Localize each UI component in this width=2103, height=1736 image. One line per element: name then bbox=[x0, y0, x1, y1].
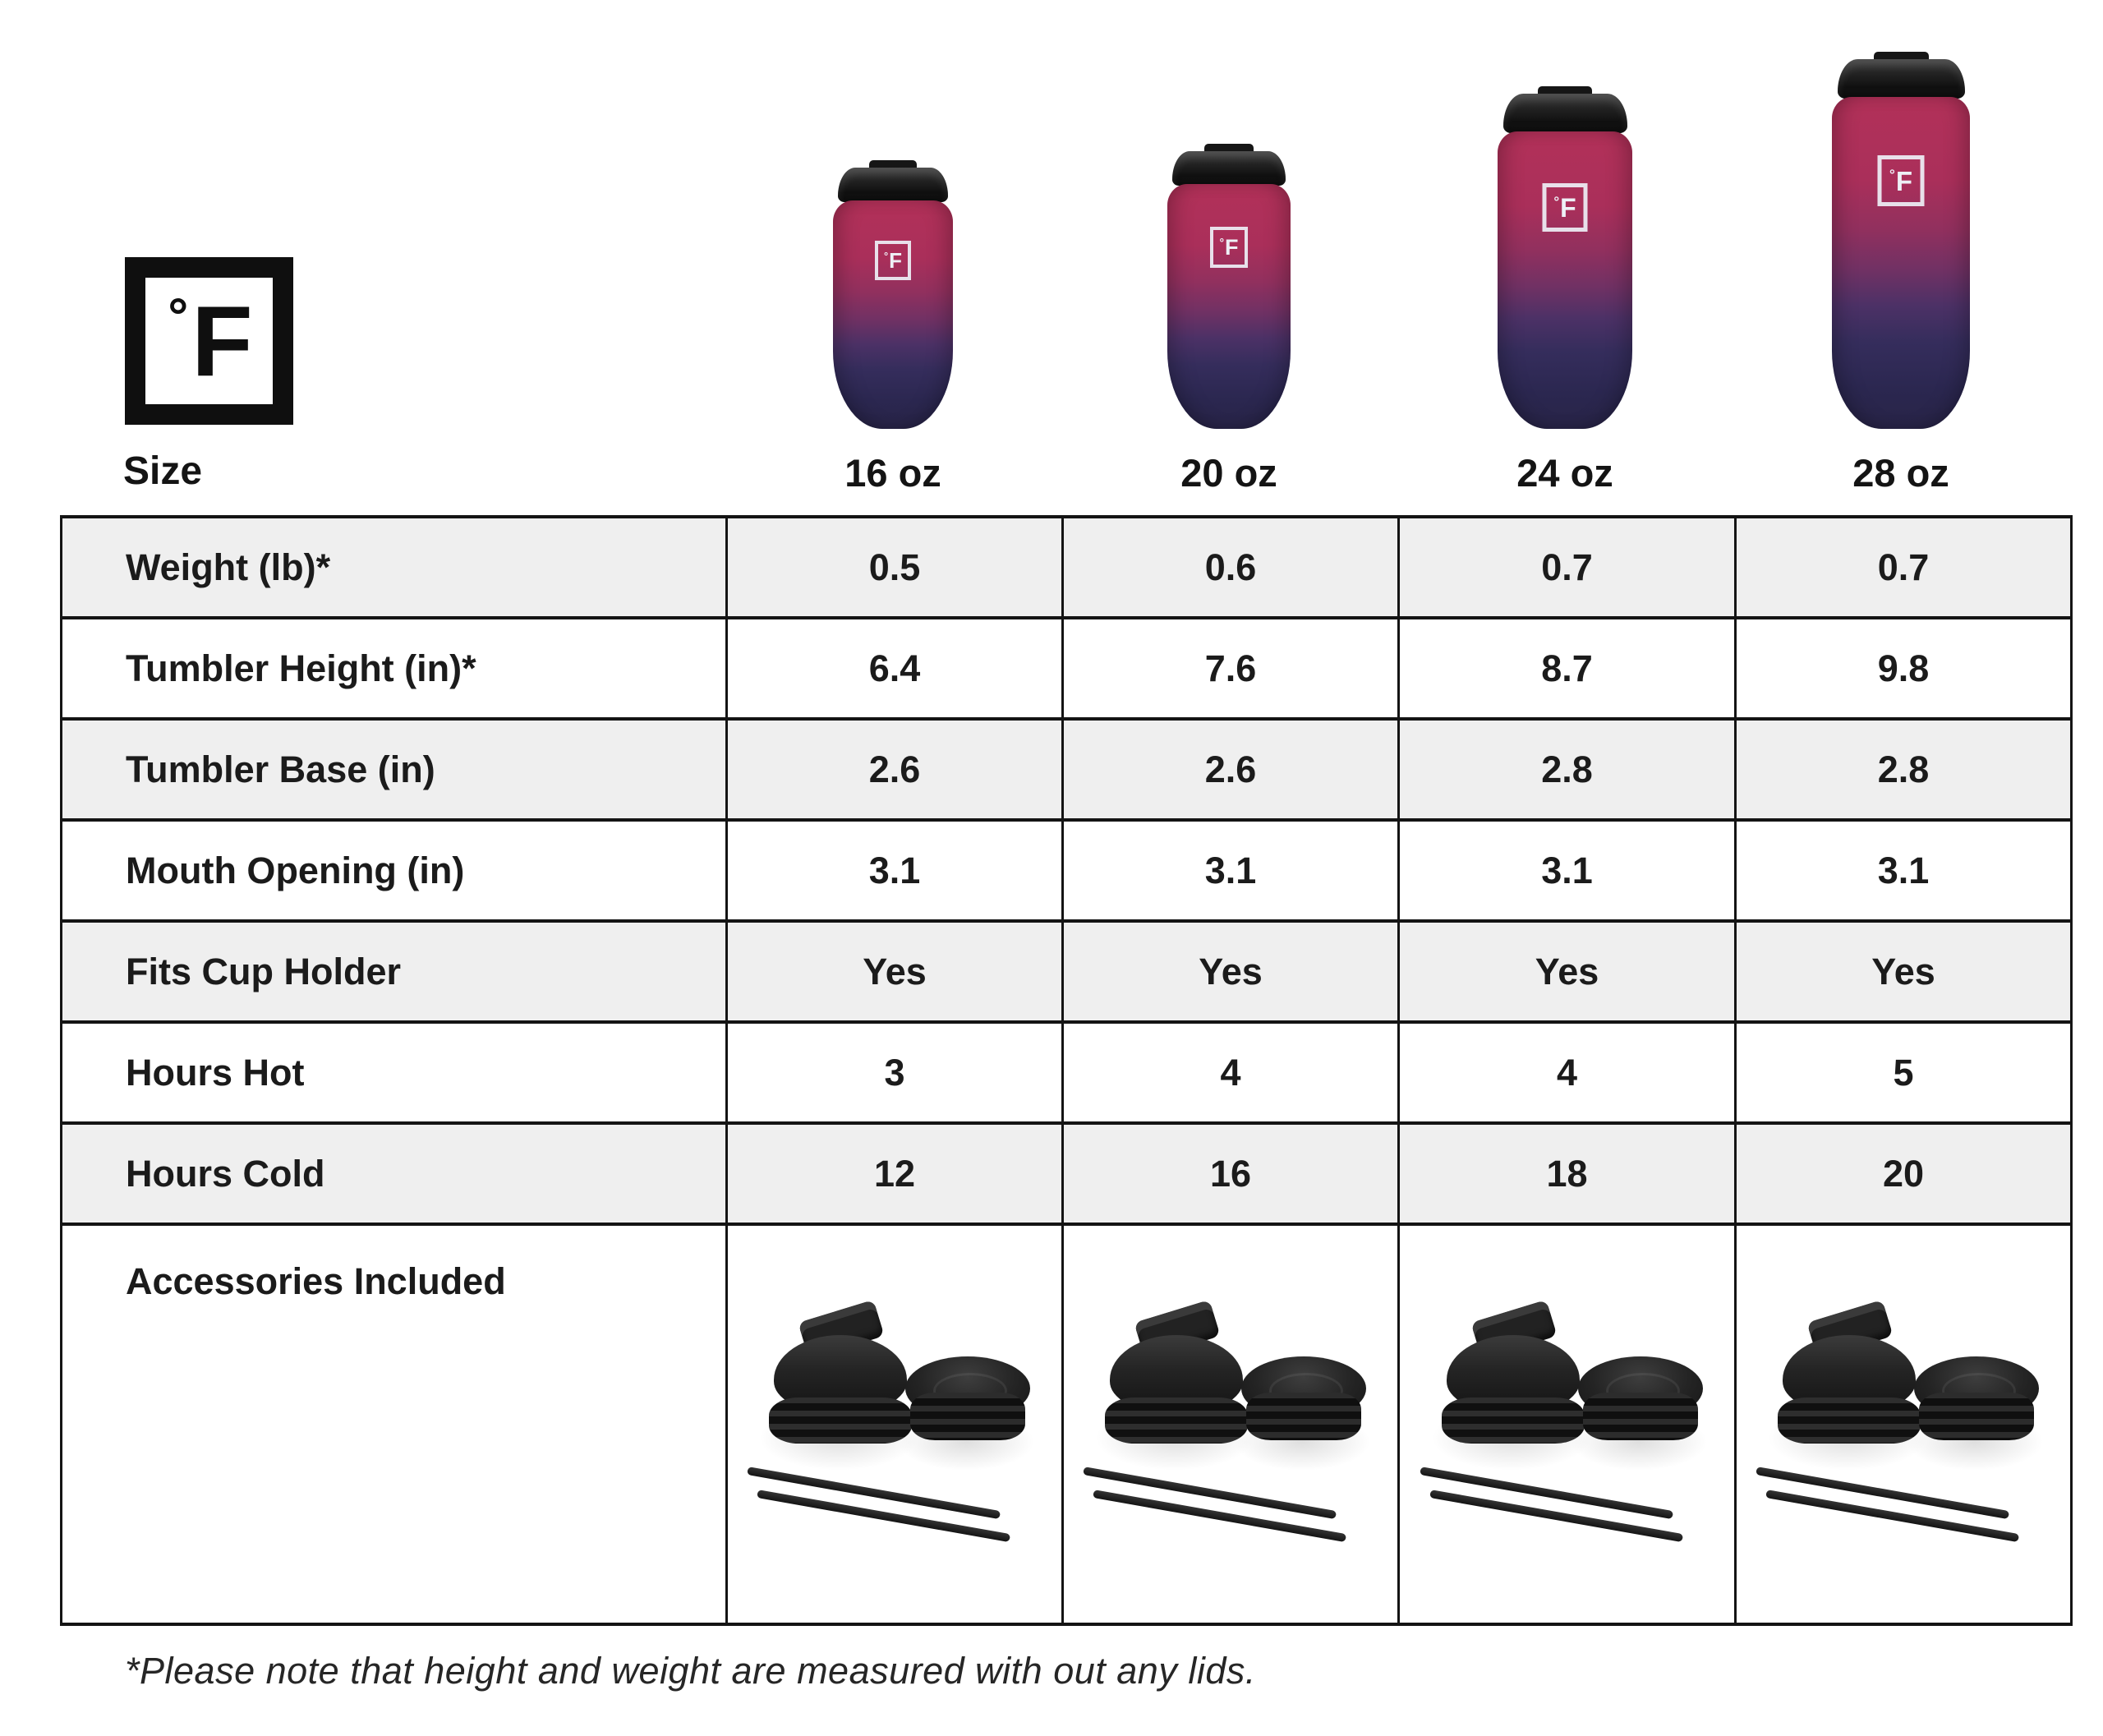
size-column-header: Size bbox=[123, 449, 203, 493]
sealing-lid-threads bbox=[1919, 1393, 2034, 1440]
accessories-cell bbox=[1399, 1224, 1736, 1624]
cell-value: 12 bbox=[727, 1123, 1063, 1224]
table-row bbox=[62, 719, 2072, 820]
tumbler-20oz bbox=[1167, 144, 1291, 431]
cell-value: 0.7 bbox=[1399, 517, 1736, 618]
tumbler-28oz bbox=[1832, 52, 1970, 431]
brand-letter: F bbox=[191, 285, 251, 397]
cell-value: 20 bbox=[1736, 1123, 2072, 1224]
cell-value: Yes bbox=[727, 921, 1063, 1022]
row-label: Hours Cold bbox=[62, 1123, 727, 1224]
accessories-kit bbox=[759, 1305, 1030, 1552]
cell-value: 4 bbox=[1399, 1022, 1736, 1123]
cell-value: Yes bbox=[1063, 921, 1399, 1022]
table-row bbox=[62, 517, 2072, 618]
cell-value: Yes bbox=[1399, 921, 1736, 1022]
cell-value: 7.6 bbox=[1063, 618, 1399, 719]
tumbler-logo-degree: ° bbox=[1219, 235, 1225, 249]
cell-value: 2.6 bbox=[727, 719, 1063, 820]
tumbler-lid bbox=[1503, 94, 1627, 133]
tumbler-body bbox=[1167, 184, 1291, 429]
table-row bbox=[62, 921, 2072, 1022]
tumbler-brand-logo bbox=[1543, 183, 1588, 232]
sealing-lid-threads bbox=[910, 1393, 1025, 1440]
row-label: Weight (lb)* bbox=[62, 517, 727, 618]
flip-lid-threads bbox=[769, 1398, 912, 1444]
footnote: *Please note that height and weight are measured with out any lids. bbox=[125, 1650, 1256, 1692]
accessories-kit bbox=[1768, 1305, 2039, 1552]
cell-value: 0.6 bbox=[1063, 517, 1399, 618]
row-label: Hours Hot bbox=[62, 1022, 727, 1123]
tumbler-lid bbox=[1838, 59, 1965, 99]
accessories-kit bbox=[1432, 1305, 1703, 1552]
tumbler-logo-degree: ° bbox=[1553, 193, 1560, 210]
tumbler-brand-logo bbox=[1878, 155, 1925, 206]
cell-value: 8.7 bbox=[1399, 618, 1736, 719]
flip-lid-threads bbox=[1442, 1398, 1585, 1444]
accessories-cell bbox=[727, 1224, 1063, 1624]
table-row bbox=[62, 820, 2072, 921]
cell-value: 3.1 bbox=[1399, 820, 1736, 921]
row-label: Fits Cup Holder bbox=[62, 921, 727, 1022]
cell-value: 9.8 bbox=[1736, 618, 2072, 719]
cell-value: 3.1 bbox=[727, 820, 1063, 921]
cell-value: 2.8 bbox=[1736, 719, 2072, 820]
cell-value: 6.4 bbox=[727, 618, 1063, 719]
tumbler-lid bbox=[1172, 151, 1286, 186]
spec-table bbox=[60, 515, 2073, 1626]
cell-value: 16 bbox=[1063, 1123, 1399, 1224]
cell-value: 3 bbox=[727, 1022, 1063, 1123]
tumbler-body bbox=[833, 200, 953, 429]
tumbler-logo-letter: F bbox=[1560, 192, 1576, 223]
cell-value: Yes bbox=[1736, 921, 2072, 1022]
tumbler-body bbox=[1498, 131, 1632, 429]
table-row bbox=[62, 1022, 2072, 1123]
accessories-cell bbox=[1063, 1224, 1399, 1624]
tumbler-logo-letter: F bbox=[1225, 234, 1239, 260]
product-size-label: 20 oz bbox=[1180, 451, 1277, 495]
flip-lid-threads bbox=[1105, 1398, 1248, 1444]
cell-value: 3.1 bbox=[1736, 820, 2072, 921]
row-label: Tumbler Base (in) bbox=[62, 719, 727, 820]
tumbler-lid bbox=[838, 168, 948, 202]
cell-value: 18 bbox=[1399, 1123, 1736, 1224]
brand-logo bbox=[125, 257, 293, 425]
cell-value: 0.7 bbox=[1736, 517, 2072, 618]
tumbler-brand-logo bbox=[1210, 227, 1248, 268]
table-row bbox=[62, 1123, 2072, 1224]
flip-lid-threads bbox=[1778, 1398, 1921, 1444]
product-size-label: 28 oz bbox=[1852, 451, 1949, 495]
row-label: Accessories Included bbox=[62, 1224, 727, 1624]
product-size-label: 24 oz bbox=[1516, 451, 1613, 495]
accessories-cell bbox=[1736, 1224, 2072, 1624]
tumbler-24oz bbox=[1498, 86, 1632, 431]
tumbler-logo-degree: ° bbox=[883, 249, 889, 262]
tumbler-logo-letter: F bbox=[1895, 165, 1912, 196]
cell-value: 2.8 bbox=[1399, 719, 1736, 820]
table-row bbox=[62, 1224, 2072, 1624]
cell-value: 4 bbox=[1063, 1022, 1399, 1123]
row-label: Tumbler Height (in)* bbox=[62, 618, 727, 719]
cell-value: 0.5 bbox=[727, 517, 1063, 618]
tumbler-body bbox=[1832, 97, 1970, 429]
table-row bbox=[62, 618, 2072, 719]
degree-symbol: ° bbox=[168, 288, 189, 345]
product-size-label: 16 oz bbox=[844, 451, 941, 495]
accessories-kit bbox=[1095, 1305, 1366, 1552]
row-label: Mouth Opening (in) bbox=[62, 820, 727, 921]
cell-value: 3.1 bbox=[1063, 820, 1399, 921]
tumbler-16oz bbox=[833, 160, 953, 431]
sealing-lid-threads bbox=[1583, 1393, 1698, 1440]
tumbler-logo-letter: F bbox=[889, 248, 903, 273]
tumbler-brand-logo bbox=[875, 241, 911, 280]
sealing-lid-threads bbox=[1246, 1393, 1361, 1440]
tumbler-logo-degree: ° bbox=[1889, 166, 1895, 182]
cell-value: 5 bbox=[1736, 1022, 2072, 1123]
cell-value: 2.6 bbox=[1063, 719, 1399, 820]
